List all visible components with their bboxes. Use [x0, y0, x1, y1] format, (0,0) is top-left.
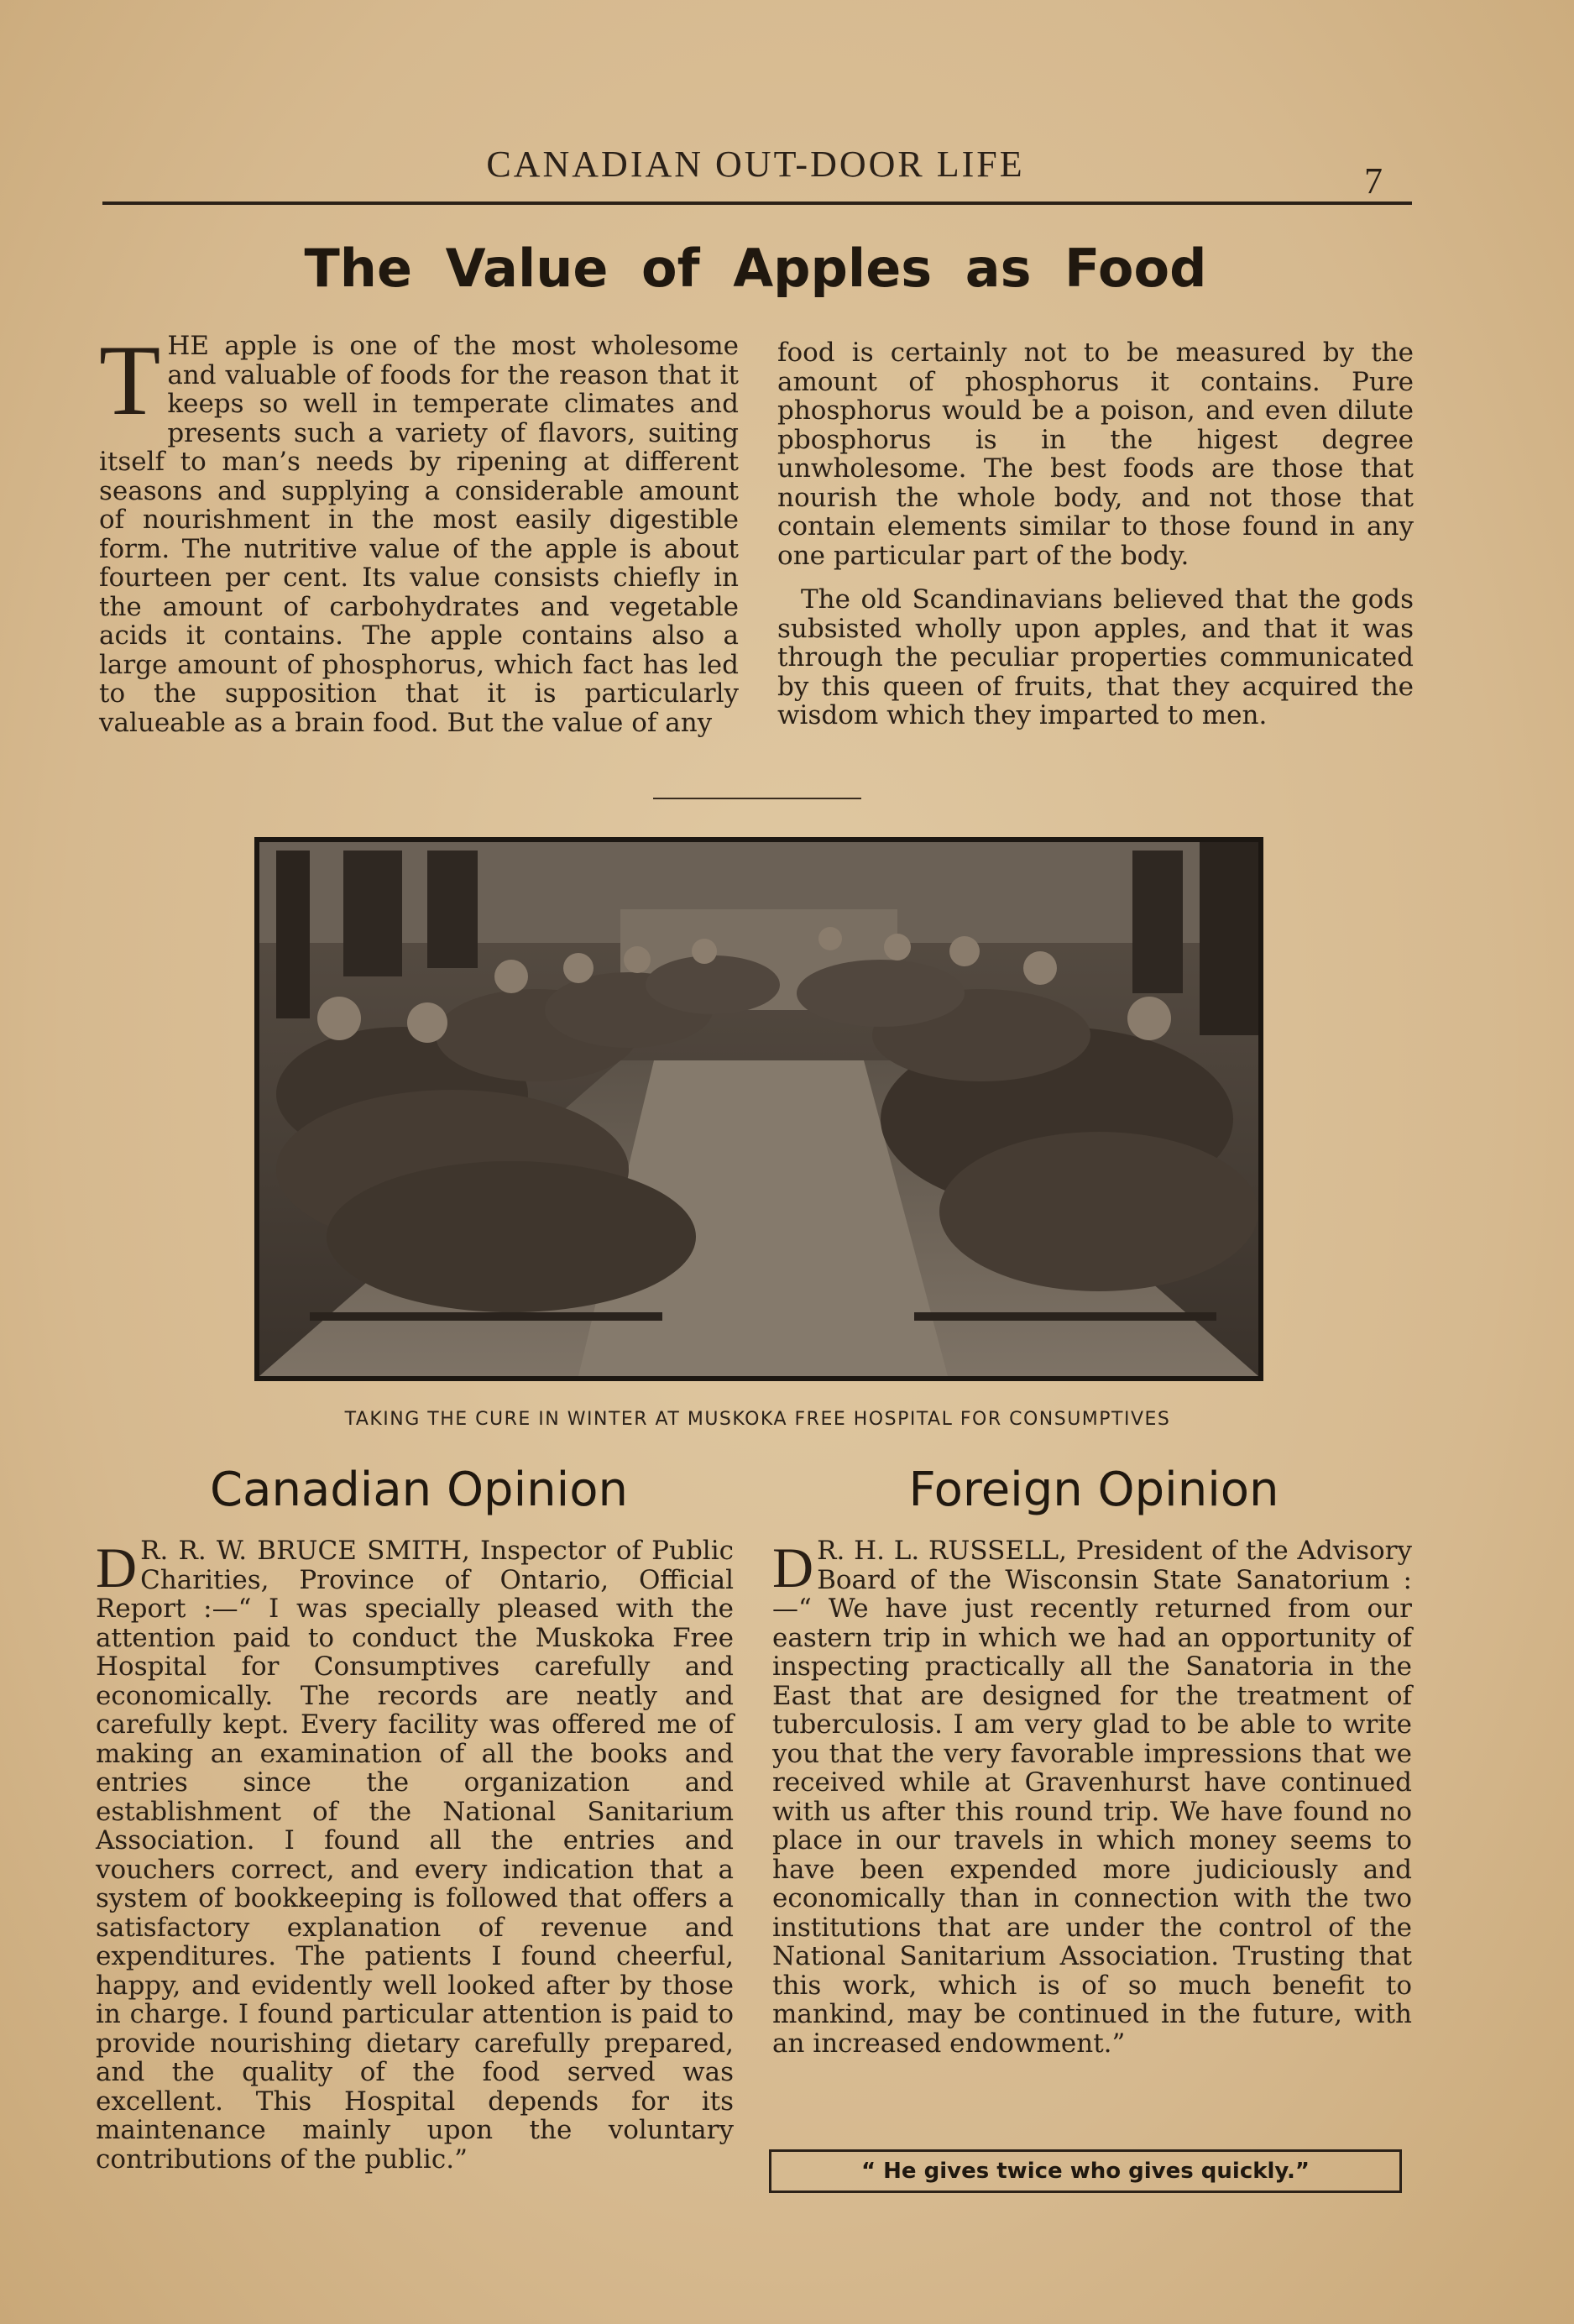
sanatorium-photo	[254, 837, 1263, 1381]
article-paragraph-2: The old Scandinavians believed that the gods subsisted wholly upon apples, and that it was through the peculiar properties communicated by this queen of fruits, that they acquired the wisdom which they imparted to men.	[777, 584, 1414, 730]
page-number: 7	[1364, 160, 1383, 202]
canadian-opinion-column	[96, 1536, 734, 2189]
running-head: CANADIAN OUT-DOOR LIFE	[486, 144, 1025, 185]
foreign-opinion-column	[772, 1536, 1412, 2073]
quote-box: “ He gives twice who gives quickly.”	[769, 2149, 1402, 2193]
section-divider	[653, 798, 861, 799]
photo-illustration	[259, 842, 1258, 1376]
foreign-opinion-paragraph	[772, 1536, 1412, 2058]
canadian-opinion-title: Canadian Opinion	[210, 1463, 628, 1517]
canadian-opinion-paragraph	[96, 1536, 734, 2174]
article-paragraph-1	[99, 324, 739, 738]
drop-cap: D	[96, 1536, 138, 1599]
foreign-opinion-text: R. H. L. RUSSELL, President of the Advisory Board of the Wisconsin State Sanatorium :—“ We have just recently returned from our eastern trip in which we had an opportunity of inspecting practically all the Sanatoria in the East that are designed for the treatment of tuberculosis. I am very glad to be able to write you that the very favorable impressions that we received while at Gravenhurst have continued with us after this round trip. We have found no place in our travels in which money seems to have been expended more judiciously and economically than in connection with the two institutions that are under the control of the National Sanitarium Association. Trusting that this work, which is of so much benefit to mankind, may be continued in the future, with an increased endowment.”	[772, 1536, 1412, 2059]
article-paragraph-1-text: HE apple is one of the most wholesome and valuable of foods for the reason that it keeps so well in temperate climates and presents such a variety of flavors, suiting itself to man’s needs by ripening at different seasons and supplying a considerable amount of nourishment in the most easily digestible form. The nutritive value of the apple is about fourteen per cent. Its value consists chiefly in the amount of carbohydrates and vegetable acids it contains. The apple contains also a large amount of phosphorus, which fact has led to the supposition that it is particularly valueable as a brain food. But the value of any	[99, 331, 739, 738]
foreign-opinion-title: Foreign Opinion	[908, 1463, 1279, 1517]
article-column-left	[99, 324, 739, 752]
article-paragraph-1-continued: food is certainly not to be measured by the amount of phosphorus it contains. Pure phosphorus would be a poison, and even dilute pbosphorus is in the higest degree unwholesome. The best foods are those that nourish the whole body, and not those that contain elements similar to those found in any one particular part of the body.	[777, 338, 1414, 571]
article-title: The Value of Apples as Food	[304, 238, 1207, 299]
article-column-right	[777, 338, 1414, 746]
photo-caption: TAKING THE CURE IN WINTER AT MUSKOKA FREE HOSPITAL FOR CONSUMPTIVES	[344, 1409, 1171, 1430]
drop-cap: D	[772, 1536, 814, 1599]
drop-cap: T	[99, 324, 161, 436]
header-rule	[102, 202, 1412, 205]
canadian-opinion-text: R. R. W. BRUCE SMITH, Inspector of Public Charities, Province of Ontario, Official Report :—“ I was specially pleased with the attention paid to conduct the Muskoka Free Hospital for Consumptives carefully and economically. The records are neatly and carefully kept. Every facility was offered me of making an examination of all the books and entries since the organization and establishment of the National Sanitarium Association. I found all the entries and vouchers correct, and every indication that a system of bookkeeping is followed that offers a satisfactory explanation of revenue and expenditures. The patients I found cheerful, happy, and evidently well looked after by those in charge. I found particular attention is paid to provide nourishing dietary carefully prepared, and the quality of the food served was excellent. This Hospital depends for its maintenance mainly upon the voluntary contributions of the public.”	[96, 1536, 734, 2175]
